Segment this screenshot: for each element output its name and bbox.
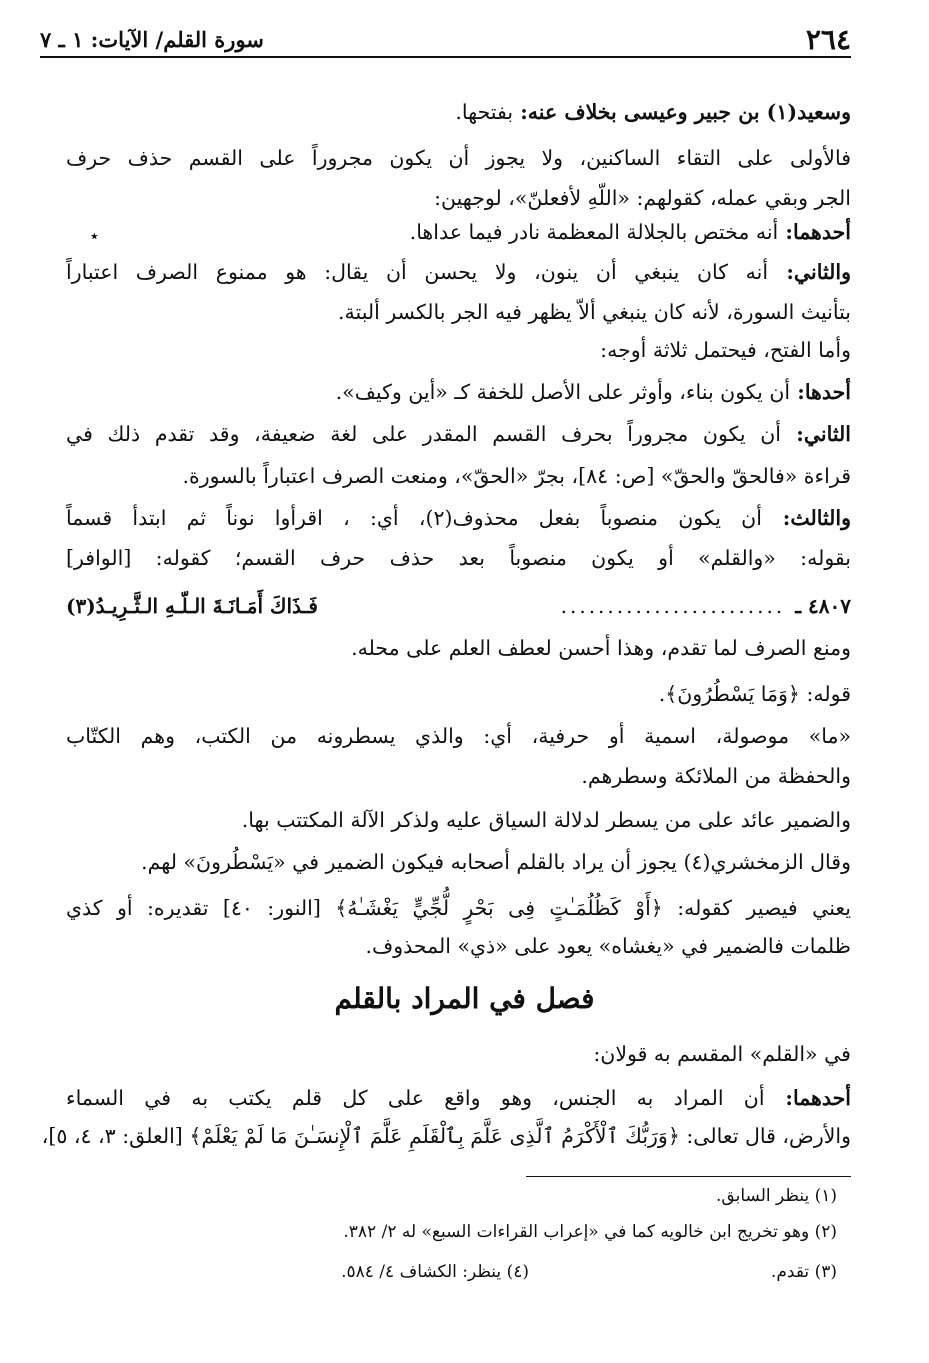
text-line [455,92,851,132]
line-text: بقوله: «والقلم» أو يكون منصوباً بعد حذف حرف القسم؛ كقوله: [الوافر] [66,546,851,570]
line-text: أن المراد به الجنس، وهو واقع على كل قلم يكتب به في السماء [66,1086,765,1110]
text-line [351,628,851,668]
text-line [141,842,851,882]
verse-text: فَـذَاكَ أَمَـانَـةَ الـلّـهِ الـثَّـرِيـدُ(٣) [66,594,318,618]
verse-number: ٤٨٠٧ ـ [795,594,851,618]
line-text: فالأولى على التقاء الساكنين، ولا يجوز أن يكون مجروراً على القسم حذف حرف [66,146,851,170]
line-text: والأرض، قال تعالى: ﴿وَرَبُّكَ ٱلْأَكْرَمُ ٱلَّذِى عَلَّمَ بِٱلْقَلَمِ عَلَّمَ ٱلْإِنسَـٰنَ مَا لَمْ يَعْلَمْ﴾ [العلق: ٣، ٤، ٥]، [41,1124,851,1148]
lead-label: والثالث: [761,506,851,530]
footnote: (٤) ينظر: الكشاف ٤/ ٥٨٤. [341,1262,529,1282]
text-line [66,888,851,928]
footnote: (١) ينظر السابق. [716,1186,837,1206]
line-text: الجر وبقي عمله، كقولهم: «اللّهِ لأفعلنّ»، لوجهين: [434,186,851,210]
section-title: سورة القلم/ الآيات: ١ ـ ٧ [40,26,264,52]
lead-label: الثاني: [780,422,851,446]
lead-label: أحدهما: [764,1086,851,1110]
text-line [338,292,851,332]
text-line [410,212,851,252]
line-text: ظلمات فالضمير في «يغشاه» يعود على «ذي» المحذوف. [365,934,851,958]
section-heading: فصل في المراد بالقلم [334,982,595,1015]
line-text: «ما» موصولة، اسمية أو حرفية، أي: والذي يسطرونه من الكتب، وهم الكتّاب [66,724,851,748]
line-text: يعني فيصير كقوله: ﴿أَوْ كَظُلُمَـٰتٍ فِى بَحْرٍ لُّجِّيٍّ يَغْشَـٰهُ﴾ [النور: ٤٠] تقديره: أو كذي [66,896,851,920]
text-line [581,756,851,796]
line-text: وأما الفتح، فيحتمل ثلاثة أوجه: [600,338,851,362]
page-header [40,22,851,58]
line-text: أن يكون بناء، وأوثر على الأصل للخفة كـ «أين وكيف». [335,380,791,404]
verse-dots: ........................ [560,594,786,618]
line-text: أن يكون مجروراً بحرف القسم المقدر على لغة ضعيفة، وقد تقدم ذلك في [66,422,781,446]
line-text: في «القلم» المقسم به قولان: [593,1042,851,1066]
margin-mark: ٭ [90,226,99,245]
line-text: بفتحها. [455,100,514,124]
text-line [66,538,851,578]
footnote: (٣) تقدم. [770,1262,837,1282]
lead-label: أحدها: [790,380,851,404]
text-line [66,1078,851,1118]
text-line [66,138,851,178]
text-line [66,498,851,538]
text-line [336,372,851,412]
line-text: وقال الزمخشري(٤) يجوز أن يراد بالقلم أصحابه فيكون الضمير في «يَسْطُرونَ» لهم. [141,850,851,874]
line-text: أن يكون منصوباً بفعل محذوف(٢)، أي: ، اقرأوا نوناً ثم ابتدأ قسماً [66,506,762,530]
lead-label: والثاني: [768,260,851,284]
line-text: بتأنيث السورة، لأنه كان ينبغي ألاّ يظهر فيه الجر بالكسر ألبتة. [338,300,851,324]
text-line [66,716,851,756]
text-line [659,674,851,714]
footnote: (٢) وهو تخريج ابن خالويه كما في «إعراب القراءات السبع» له ٢/ ٣٨٢. [343,1222,837,1242]
line-text: والحفظة من الملائكة وسطرهم. [581,764,851,788]
poetry-verse [66,586,851,626]
text-line [182,456,851,496]
text-line [242,800,851,840]
line-text: قراءة «فالحقّ والحقّ» [ص: ٨٤]، بجرّ «الحقّ»، ومنعت الصرف اعتباراً بالسورة. [182,464,851,488]
line-text: والضمير عائد على من يسطر لدلالة السياق عليه ولذكر الآلة المكتتب بها. [241,808,851,832]
page-number: ٢٦٤ [805,22,851,56]
lead-label: أحدهما: [778,220,851,244]
footnote-rule [526,1176,851,1177]
lead-label: وسعيد(١) بن جبير وعيسى بخلاف عنه: [513,100,851,124]
line-text: ومنع الصرف لما تقدم، وهذا أحسن لعطف العلم على محله. [351,636,851,660]
line-text: أنه كان ينبغي أن ينون، ولا يحسن أن يقال: هو ممنوع الصرف اعتباراً [66,260,769,284]
text-line [66,414,851,454]
text-line [365,926,851,966]
line-text: قوله: ﴿وَمَا يَسْطُرُونَ﴾. [658,682,851,706]
text-line [593,1034,851,1074]
line-text: أنه مختص بالجلالة المعظمة نادر فيما عداها. [409,220,779,244]
text-line [66,252,851,292]
text-line [41,1116,851,1156]
text-line [600,330,851,370]
